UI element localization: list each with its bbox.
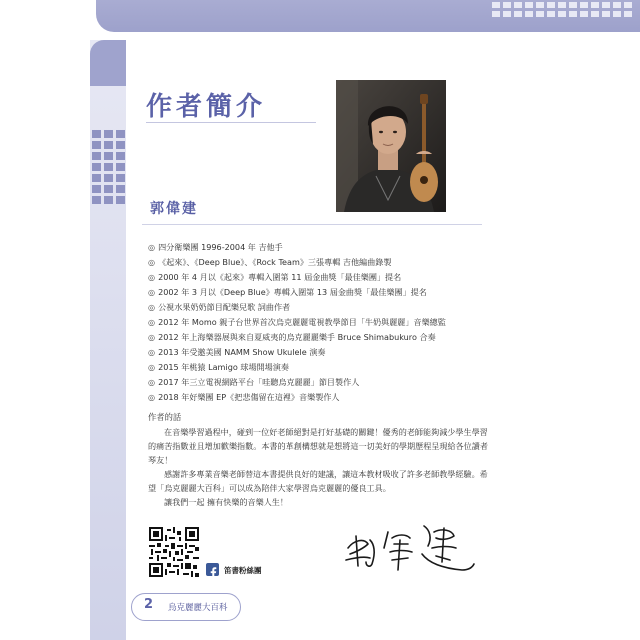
achievement-list — [148, 240, 446, 405]
list-item: ◎ 2017 年三立電視網路平台「哇聽烏克麗麗」節目製作人 — [148, 377, 360, 387]
bullet-icon: ◎ — [148, 272, 156, 282]
facebook-glyph — [206, 565, 219, 578]
author-words-paragraph: 讓我們一起 擁有快樂的音樂人生！ — [164, 497, 288, 507]
bullet-icon: ◎ — [148, 362, 156, 372]
list-item: ◎ 2012 年 Momo 親子台世界首次烏克麗麗電視教學節目「牛奶與麗麗」音樂總監 — [148, 317, 446, 327]
facebook-icon[interactable] — [206, 563, 219, 576]
list-item: ◎ 《起來》、《Deep Blue》、《Rock Team》三張專輯 吉他編曲錄製 — [148, 257, 392, 267]
author-words-heading: 作者的話 — [148, 412, 182, 422]
bullet-icon: ◎ — [148, 257, 156, 267]
bullet-icon: ◎ — [148, 242, 156, 252]
side-grid-pattern — [92, 130, 125, 204]
list-item: ◎ 2002 年 3 月以《Deep Blue》專輯入圍第 13 屆金曲獎「最佳樂團」提名 — [148, 287, 427, 297]
bullet-icon: ◎ — [148, 377, 156, 387]
page-number: 2 — [144, 597, 154, 612]
list-item: ◎ 2015 年桃猿 Lamigo 球場開場演奏 — [148, 362, 289, 372]
author-words-paragraph: 感謝許多專業音樂老師替這本書提供良好的建議，讓這本教材吸收了許多老師教學經驗。希望「烏克麗麗大百科」可以成為陪伴大家學習烏克麗麗的優良工具。 — [148, 469, 488, 493]
bullet-icon: ◎ — [148, 347, 156, 357]
bullet-icon: ◎ — [148, 392, 156, 402]
list-item: ◎ 2012 年上海樂器展與來自夏威夷的烏克麗麗樂手 Bruce Shimabukuro 合奏 — [148, 332, 436, 342]
title-divider — [146, 122, 316, 123]
list-item: ◎ 2000 年 4 月以《起來》專輯入圍第 11 屆金曲獎「最佳樂團」提名 — [148, 272, 402, 282]
author-signature — [340, 518, 480, 580]
header-grid-pattern — [492, 0, 632, 17]
qr-code — [149, 527, 199, 577]
author-photo — [336, 80, 446, 212]
list-item: ◎ 2018 年好樂團 EP《把悲傷留在這裡》音樂製作人 — [148, 392, 340, 402]
header-band — [96, 0, 640, 32]
author-photo-illustration — [336, 80, 446, 212]
bullet-icon: ◎ — [148, 302, 156, 312]
book-title: 烏克麗麗大百科 — [168, 603, 228, 613]
bullet-icon: ◎ — [148, 287, 156, 297]
name-divider — [142, 224, 482, 225]
side-tab — [90, 40, 126, 86]
list-item: ◎ 2013 年受邀美國 NAMM Show Ukulele 演奏 — [148, 347, 326, 357]
author-words-paragraph: 在音樂學習過程中，碰到一位好老師絕對是打好基礎的關鍵！優秀的老師能夠減少學生學習的痛苦指數並且增加歡樂指數。本書的革創構想就是想將這一切美好的學期歷程呈現給各位讀者琴友！ — [148, 427, 488, 465]
list-item: ◎ 公視水果奶奶節目配樂兒歌 詞曲作者 — [148, 302, 291, 312]
author-name: 郭偉建 — [150, 201, 198, 217]
section-title: 作者簡介 — [146, 92, 267, 122]
bullet-icon: ◎ — [148, 317, 156, 327]
facebook-fanpage-label[interactable]: 笛書粉絲團 — [224, 566, 262, 575]
bullet-icon: ◎ — [148, 332, 156, 342]
list-item: ◎ 四分衛樂團 1996-2004 年 吉他手 — [148, 242, 283, 252]
